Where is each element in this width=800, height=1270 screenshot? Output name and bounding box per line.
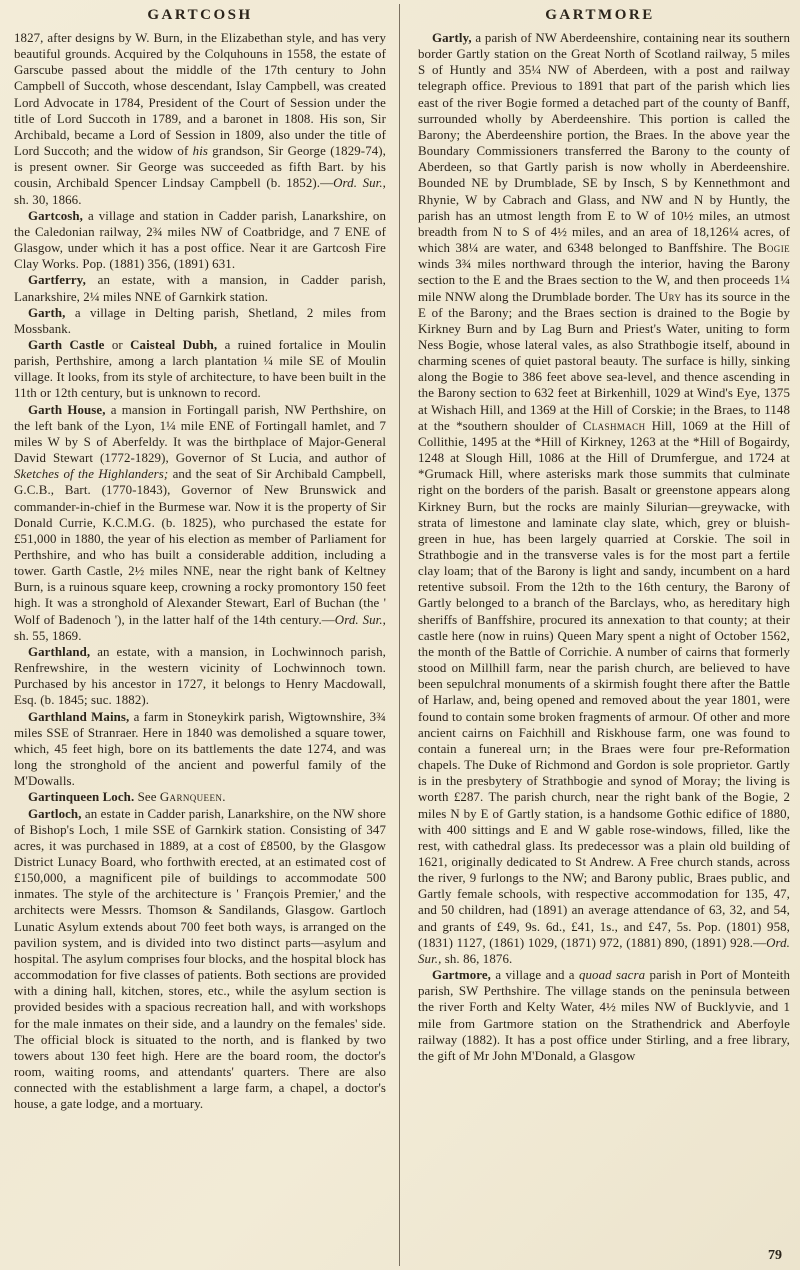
entry-paragraph bbox=[14, 644, 386, 709]
text-run-bold: Garth Castle bbox=[28, 337, 105, 352]
text-run-italic: quoad sacra bbox=[578, 968, 646, 983]
text-run-bold: Garthland Mains, bbox=[28, 709, 130, 724]
entry-paragraph bbox=[418, 967, 790, 1064]
text-run-bold: Caisteal Dubh, bbox=[130, 337, 218, 352]
text-run-normal: a mansion in Fortingall parish, NW Perthshire, on the left bank of the Lyon, 1¼ mile ENE of Fortingall hamlet, and 7 miles W by S of Aberfeldy. It was the birthplace of Major-General David Stewart (1772-1829), Governor of St Lucia, and author of bbox=[14, 402, 386, 466]
text-run-normal: has its source in the E of the Barony; and the Braes section is drained to the Bogie by Kirkney Burn and by Lag Burn and Priest's Water, uniting to form Ness Bogie, whose lateral vales, as also Strathbogie itself, abound in charming scenes of quiet pastoral beauty. The surface is hilly, sinking along the Bogie to 386 feet above sea-level, and thence ascending in the Barony section to 632 feet at Birkenhill, 1029 at Wind's Eye, 1375 at Wishach Hill, and 1369 at the Hill of Corskie; in the Braes, to 1148 at the *southern shoulder of bbox=[418, 289, 790, 433]
text-run-bold: Gartly, bbox=[432, 31, 472, 45]
text-run-normal: an estate, with a mansion, in Lochwinnoch parish, Renfrewshire, in the western vicinity of Lochwinnoch town. Purchased by his ancestor in 1727, it belongs to Henry Macdowall, Esq. (b. 1845; suc. 1882). bbox=[14, 644, 386, 708]
text-run-normal: sh. 86, 1876. bbox=[441, 951, 513, 966]
text-run-normal: sh. 30, 1866. bbox=[14, 192, 82, 207]
text-run-normal: See bbox=[134, 790, 160, 805]
text-columns bbox=[0, 30, 800, 1112]
column-divider bbox=[399, 4, 400, 1266]
text-run-bold: Garth, bbox=[28, 305, 66, 320]
text-run-smallcaps: Bogie bbox=[757, 241, 790, 256]
text-run-smallcaps: Clashmach bbox=[582, 418, 646, 433]
entry-paragraph bbox=[418, 30, 790, 967]
text-run-bold: Gartcosh, bbox=[28, 208, 83, 223]
text-run-bold: Garthland, bbox=[28, 644, 91, 659]
text-run-normal: an estate, with a mansion, in Cadder parish, Lanarkshire, 2¼ miles NNE of Garnkirk station. bbox=[14, 273, 386, 304]
right-running-head: GARTMORE bbox=[545, 7, 655, 23]
text-run-italic: Sketches of the Highlanders; bbox=[14, 467, 169, 482]
text-run-normal: a ruined fortalice in Moulin parish, Perthshire, among a larch plantation ¼ mile SE of Moulin village. It looks, from its style of architecture, to have been built in the 11th or 12th century, but is unknown to record. bbox=[14, 337, 386, 401]
entry-paragraph bbox=[14, 305, 386, 337]
text-run-normal: Hill, 1069 at the Hill of Collithie, 1495 at the *Hill of Kirkney, 1263 at the *Hill of Bogairdy, 1248 at Slough Hill, 1086 at the Hill of Drumfergue, and 1724 at *Grumack Hill, where asterisks mark those summits that culminate right on the borders of the parish. Basalt or greenstone appears along Kirkney Burn, but the rocks are mainly Silurian—greywacke, with strata of limestone and laminate clay slate, which, grey or bluish-green in hue, has been largely quarried at Corskie. The soil in Strathbogie and in the transverse vales is for the most part a fertile clay loam; that of the Barony is light and sandy, incumbent on a hard retentive subsoil. From the 12th to the 16th century, the Barony of Gartly belonged to a branch of the Barclays, who, as hereditary high sheriffs of Banffshire, procured its annexation to that county; at their castle here (now in ruins) Queen Mary spent a night of October 1562, the month of the Battle of Corrichie. A number of cairns that formerly stood on Millhill farm, near the parish church, are believed to have been sepulchral monuments of a skirmish fought there after the Battle of Harlaw, and, being opened and removed about the year 1801, were found to contain some broken fragments of armour. Of other and more ancient cairns on Faichhill and Riskhouse farm, one was found to contain a funereal urn; in the Braes were four pre-Reformation chapels. The Duke of Richmond and Gordon is sole proprietor. Gartly is in the presbytery of Strathbogie and synod of Moray; the living is worth £287. The parish church, near the right bank of the Bogie, 2 miles N by E of Gartly station, is a handsome Gothic edifice of 1880, with 400 sittings and E and W gable rose-windows, filled, like the rest, with cathedral glass. Its predecessor was a plain old building of 1621, originally dedicated to St Andrew. A Free church stands, across the river, 9 furlongs to the NW; and Barony public, Braes public, and Gartly female schools, with respective accommodation for 135, 47, and 50 children, had (1891) an average attendance of 63, 32, and 54, and grants of £49, 9s. 6d., £41, 1s., and £47, 5s. Pop. (1801) 958, (1831) 1127, (1861) 1029, (1871) 972, (1881) 890, (1891) 928.— bbox=[418, 418, 790, 950]
text-run-smallcaps: Ury bbox=[658, 289, 682, 304]
text-run-italic: Ord. Sur., bbox=[333, 176, 386, 191]
entry-paragraph bbox=[14, 272, 386, 304]
entry-paragraph bbox=[14, 402, 386, 644]
entry-paragraph bbox=[14, 709, 386, 790]
text-run-normal: and the seat of Sir Archibald Campbell, G.C.B., Bart. (1770-1843), Governor of New Brunswick and commander-in-chief in the Burmese war. Now it is the property of Sir Donald Currie, K.C.M.G. (b. 1825), who purchased the estate for £51,000 in 1880, the year of his election as member of Parliament for Perthshire, and who has built a considerable addition, including a tower. Garth Castle, 2½ miles NNE, near the right bank of Keltney Burn, is a ruinous square keep, crowning a rocky promontory 150 feet high. It was a stronghold of Alexander Stewart, Earl of Buchan (the ' Wolf of Badenoch '), in the latter half of the 14th century.— bbox=[14, 467, 386, 627]
left-running-head: GARTCOSH bbox=[147, 7, 253, 23]
text-run-normal: a village and station in Cadder parish, Lanarkshire, on the Caledonian railway, 2¾ miles NW of Coatbridge, and 7 ENE of Glasgow, under which it has a post office. Near it are Gartcosh Fire Clay Works. Pop. (1881) 356, (1891) 631. bbox=[14, 208, 386, 272]
text-run-normal: 1827, after designs by W. Burn, in the Elizabethan style, and has very beautiful grounds. Acquired by the Colquhouns in 1558, the estate of Garscube passed about the middle of the 17th century to John Campbell of Succoth, whose descendant, Islay Campbell, was created Lord Advocate in 1784, President of the Court of Session under the title of Lord Succoth in 1789, and a baronet in 1808. His son, Sir Archibald, became a Lord of Session in 1809, also under the title of Lord Succoth; and the widow of bbox=[14, 31, 386, 159]
right-column bbox=[418, 30, 790, 1112]
text-run-normal: an estate in Cadder parish, Lanarkshire, on the NW shore of Bishop's Loch, 1 mile SSE of Garnkirk station. Consisting of 347 acres, it was purchased in 1889, at a cost of £8500, by the Glasgow District Lunacy Board, who forthwith erected, at an estimated cost of £150,000, a magnificent pile of buildings to accommodate 500 inmates. The style of the architecture is ' François Premier,' and the architects were Messrs. Thomson & Sandilands, Glasgow. Gartloch Lunatic Asylum extends about 700 feet both ways, is arranged on the pavilion system, and is divided into two distinct parts—asylum and hospital. The asylum comprises four blocks, and the hospital block has accommodation for five classes of patients. Both sections are provided with a dining hall, kitchen, stores, etc., while the asylum section is provided besides with a spacious recreation hall, and with workshops for the male inmates on their side, and a laundry on the females' side. The official block is situated to the north, and is flanked by two towers about 130 feet high. Here are the board room, the doctor's room, waiting rooms, and attendants' quarters. There are also connected with the establishment a large farm, a chapel, a doctor's house, a gate lodge, and a mortuary. bbox=[14, 806, 386, 1112]
text-run-bold: Gartloch, bbox=[28, 806, 82, 821]
entry-paragraph bbox=[14, 30, 386, 208]
text-run-normal: winds 3¾ miles northward through the interior, having the Barony section to the E and the Braes section to the W, and then proceeds 1¼ mile NNW along the Drumblade border. The bbox=[418, 257, 790, 304]
entry-paragraph bbox=[14, 806, 386, 1113]
text-run-normal: parish in Port of Monteith parish, SW Perthshire. The village stands on the peninsula between the river Forth and Kelty Water, 4½ miles NW of Bucklyvie, and 1 mile from Gartmore station on the Strathendrick and Aberfoyle railway (1882). It has a post office under Stirling, and a free library, the gift of Mr John M'Donald, a Glasgow bbox=[418, 968, 790, 1063]
text-run-normal: sh. 55, 1869. bbox=[14, 628, 82, 643]
entry-paragraph bbox=[14, 208, 386, 273]
page-number: 79 bbox=[768, 1248, 782, 1263]
text-run-italic: Ord. Sur., bbox=[418, 935, 790, 966]
text-run-normal: a farm in Stoneykirk parish, Wigtownshire, 3¾ miles SSE of Stranraer. Here in 1840 was demolished a square tower, which, 45 feet high, bore on its battlements the date 1274, and was long the stronghold of the ancient and powerful family of the M'Dowalls. bbox=[14, 709, 386, 789]
text-run-normal: a village and a bbox=[491, 968, 579, 983]
text-run-normal: a parish of NW Aberdeenshire, containing near its southern border Gartly station on the Great North of Scotland railway, 5 miles S of Huntly and 35¼ NW of Aberdeen, with a post and railway telegraph office. Previous to 1891 that part of the parish which lies east of the river Bogie formed a detached part of the county of Banff, surrounded wholly by Aberdeenshire. This portion is called the Barony; the Aberdeenshire portion, the Braes. In the above year the Boundary Commissioners transferred the Barony to the county of Aberdeen, so that Gartly parish is now wholly in Aberdeenshire. Bounded NE by Drumblade, SE by Insch, S by Kennethmont and Rhynie, W by Cabrach and Glass, and NW and N by Huntly, the parish has an utmost length from E to W of 10½ miles, an utmost breadth from N to S of 4½ miles, and an area of 18,126¼ acres, of which 38¼ are water, and 6348 belonged to Banffshire. The bbox=[418, 31, 790, 256]
text-run-normal: grandson, Sir George (1829-74), is present owner. Sir George was succeeded as fifth Bart. by his cousin, Archibald Spencer Lindsay Campbell (b. 1852).— bbox=[14, 144, 386, 191]
text-run-normal: a village in Delting parish, Shetland, 2 miles from Mossbank. bbox=[14, 305, 386, 336]
left-column bbox=[14, 30, 386, 1112]
text-run-bold: Gartferry, bbox=[28, 273, 86, 288]
text-run-bold: Garth House, bbox=[28, 402, 106, 417]
text-run-italic: his bbox=[192, 144, 208, 159]
text-run-smallcaps: Garnqueen. bbox=[159, 790, 226, 805]
running-heads bbox=[0, 0, 800, 24]
entry-paragraph bbox=[14, 789, 386, 805]
text-run-bold: Gartmore, bbox=[432, 968, 492, 983]
text-run-normal: or bbox=[104, 337, 131, 352]
entry-paragraph bbox=[14, 337, 386, 402]
text-run-bold: Gartinqueen Loch. bbox=[28, 790, 135, 805]
text-run-italic: Ord. Sur., bbox=[334, 612, 386, 627]
